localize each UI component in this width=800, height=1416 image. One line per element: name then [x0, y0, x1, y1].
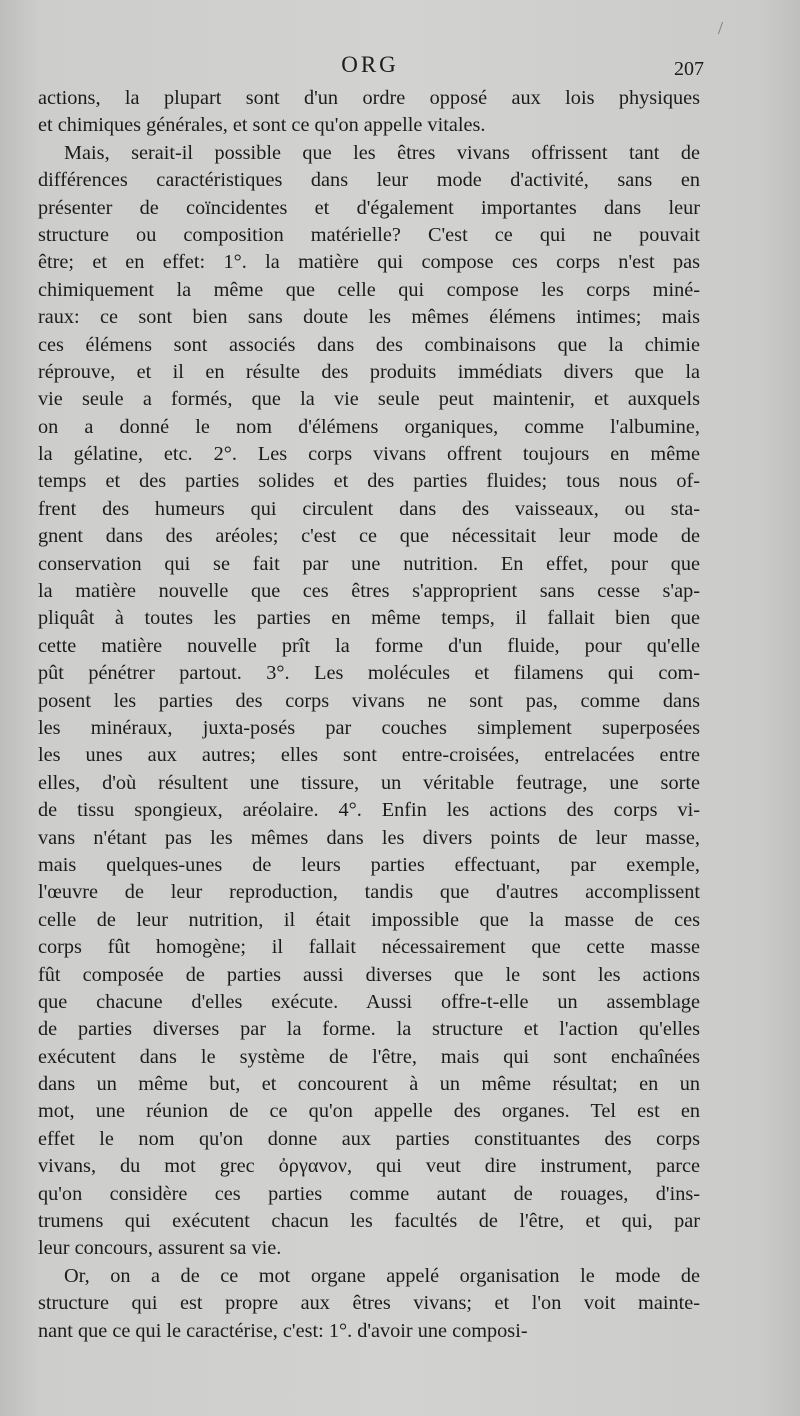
text-line: conservation qui se fait par une nutrition. En effet, pour que — [38, 552, 700, 575]
text-line: gnent dans des aréoles; c'est ce que nécessitait leur mode de — [38, 525, 700, 548]
text-line: corps fût homogène; il fallait nécessairement que cette masse — [38, 936, 700, 959]
running-head: ORG — [341, 52, 399, 77]
paragraph — [38, 85, 700, 140]
text-line: nant que ce qui le caractérise, c'est: 1°. d'avoir une composi- — [38, 1319, 528, 1342]
text-line: elles, d'où résultent une tissure, un véritable feutrage, une sorte — [38, 771, 700, 794]
text-line: on a donné le nom d'élémens organiques, comme l'albumine, — [38, 415, 700, 438]
text-line: raux: ce sont bien sans doute les mêmes élémens intimes; mais — [38, 306, 700, 329]
page-number: 207 — [674, 58, 704, 80]
text-line: temps et des parties solides et des parties fluides; tous nous of- — [38, 470, 700, 493]
body-text — [38, 85, 700, 1345]
text-line: l'œuvre de leur reproduction, tandis que d'autres accomplissent — [38, 881, 700, 904]
text-line: mais quelques-unes de leurs parties effectuant, par exemple, — [38, 853, 700, 876]
page-header — [36, 52, 704, 84]
text-line: leur concours, assurent sa vie. — [38, 1237, 282, 1260]
text-line: pliquât à toutes les parties en même temps, il fallait bien que — [38, 607, 700, 630]
text-line: posent les parties des corps vivans ne sont pas, comme dans — [38, 689, 700, 712]
text-line: les minéraux, juxta-posés par couches simplement superposées — [38, 716, 700, 739]
text-line: effet le nom qu'on donne aux parties constituantes des corps — [38, 1127, 700, 1150]
text-line: trumens qui exécutent chacun les facultés de l'être, et qui, par — [38, 1210, 700, 1233]
text-line: que chacune d'elles exécute. Aussi offre-t-elle un assemblage — [38, 990, 700, 1013]
text-line: cette matière nouvelle prît la forme d'un fluide, pour qu'elle — [38, 634, 700, 657]
text-line: structure qui est propre aux êtres vivans; et l'on voit mainte- — [38, 1292, 700, 1315]
text-line: vivans, du mot grec ὀργανον, qui veut dire instrument, parce — [38, 1155, 700, 1178]
text-line: de tissu spongieux, aréolaire. 4°. Enfin les actions des corps vi- — [38, 799, 700, 822]
text-line: Mais, serait-il possible que les êtres vivans offrissent tant de — [64, 141, 700, 164]
edge-mark: / — [718, 18, 724, 38]
text-line: vans n'étant pas les mêmes dans les divers points de leur masse, — [38, 826, 700, 849]
text-line: vie seule a formés, que la vie seule peut maintenir, et auxquels — [38, 388, 700, 411]
text-line: et chimiques générales, et sont ce qu'on appelle vitales. — [38, 114, 486, 137]
text-line: être; et en effet: 1°. la matière qui compose ces corps n'est pas — [38, 251, 700, 274]
paragraph — [38, 1263, 700, 1345]
text-line: fût composée de parties aussi diverses que le sont les actions — [38, 963, 700, 986]
text-line: la gélatine, etc. 2°. Les corps vivans offrent toujours en même — [38, 443, 700, 466]
paragraph — [38, 140, 700, 1263]
text-line: mot, une réunion de ce qu'on appelle des organes. Tel est en — [38, 1100, 700, 1123]
text-line: les unes aux autres; elles sont entre-croisées, entrelacées entre — [38, 744, 700, 767]
text-line: exécutent dans le système de l'être, mais qui sont enchaînées — [38, 1045, 700, 1068]
text-line: chimiquement la même que celle qui compose les corps miné- — [38, 278, 700, 301]
text-line: structure ou composition matérielle? C'est ce qui ne pouvait — [38, 223, 700, 246]
text-line: présenter de coïncidentes et d'également importantes dans leur — [38, 196, 700, 219]
text-line: Or, on a de ce mot organe appelé organisation le mode de — [64, 1264, 700, 1287]
text-line: celle de leur nutrition, il était impossible que la masse de ces — [38, 908, 700, 931]
text-line: de parties diverses par la forme. la structure et l'action qu'elles — [38, 1018, 700, 1041]
text-line: réprouve, et il en résulte des produits immédiats divers que la — [38, 360, 700, 383]
text-line: la matière nouvelle que ces êtres s'approprient sans cesse s'ap- — [38, 580, 700, 603]
text-line: actions, la plupart sont d'un ordre opposé aux lois physiques — [38, 87, 700, 109]
text-line: ces élémens sont associés dans des combinaisons que la chimie — [38, 333, 700, 356]
text-line: dans un même but, et concourent à un même résultat; en un — [38, 1073, 700, 1096]
text-line: différences caractéristiques dans leur mode d'activité, sans en — [38, 169, 700, 192]
text-line: frent des humeurs qui circulent dans des vaisseaux, ou sta- — [38, 497, 700, 520]
text-line: qu'on considère ces parties comme autant de rouages, d'ins- — [38, 1182, 700, 1205]
text-line: pût pénétrer partout. 3°. Les molécules et filamens qui com- — [38, 662, 700, 685]
